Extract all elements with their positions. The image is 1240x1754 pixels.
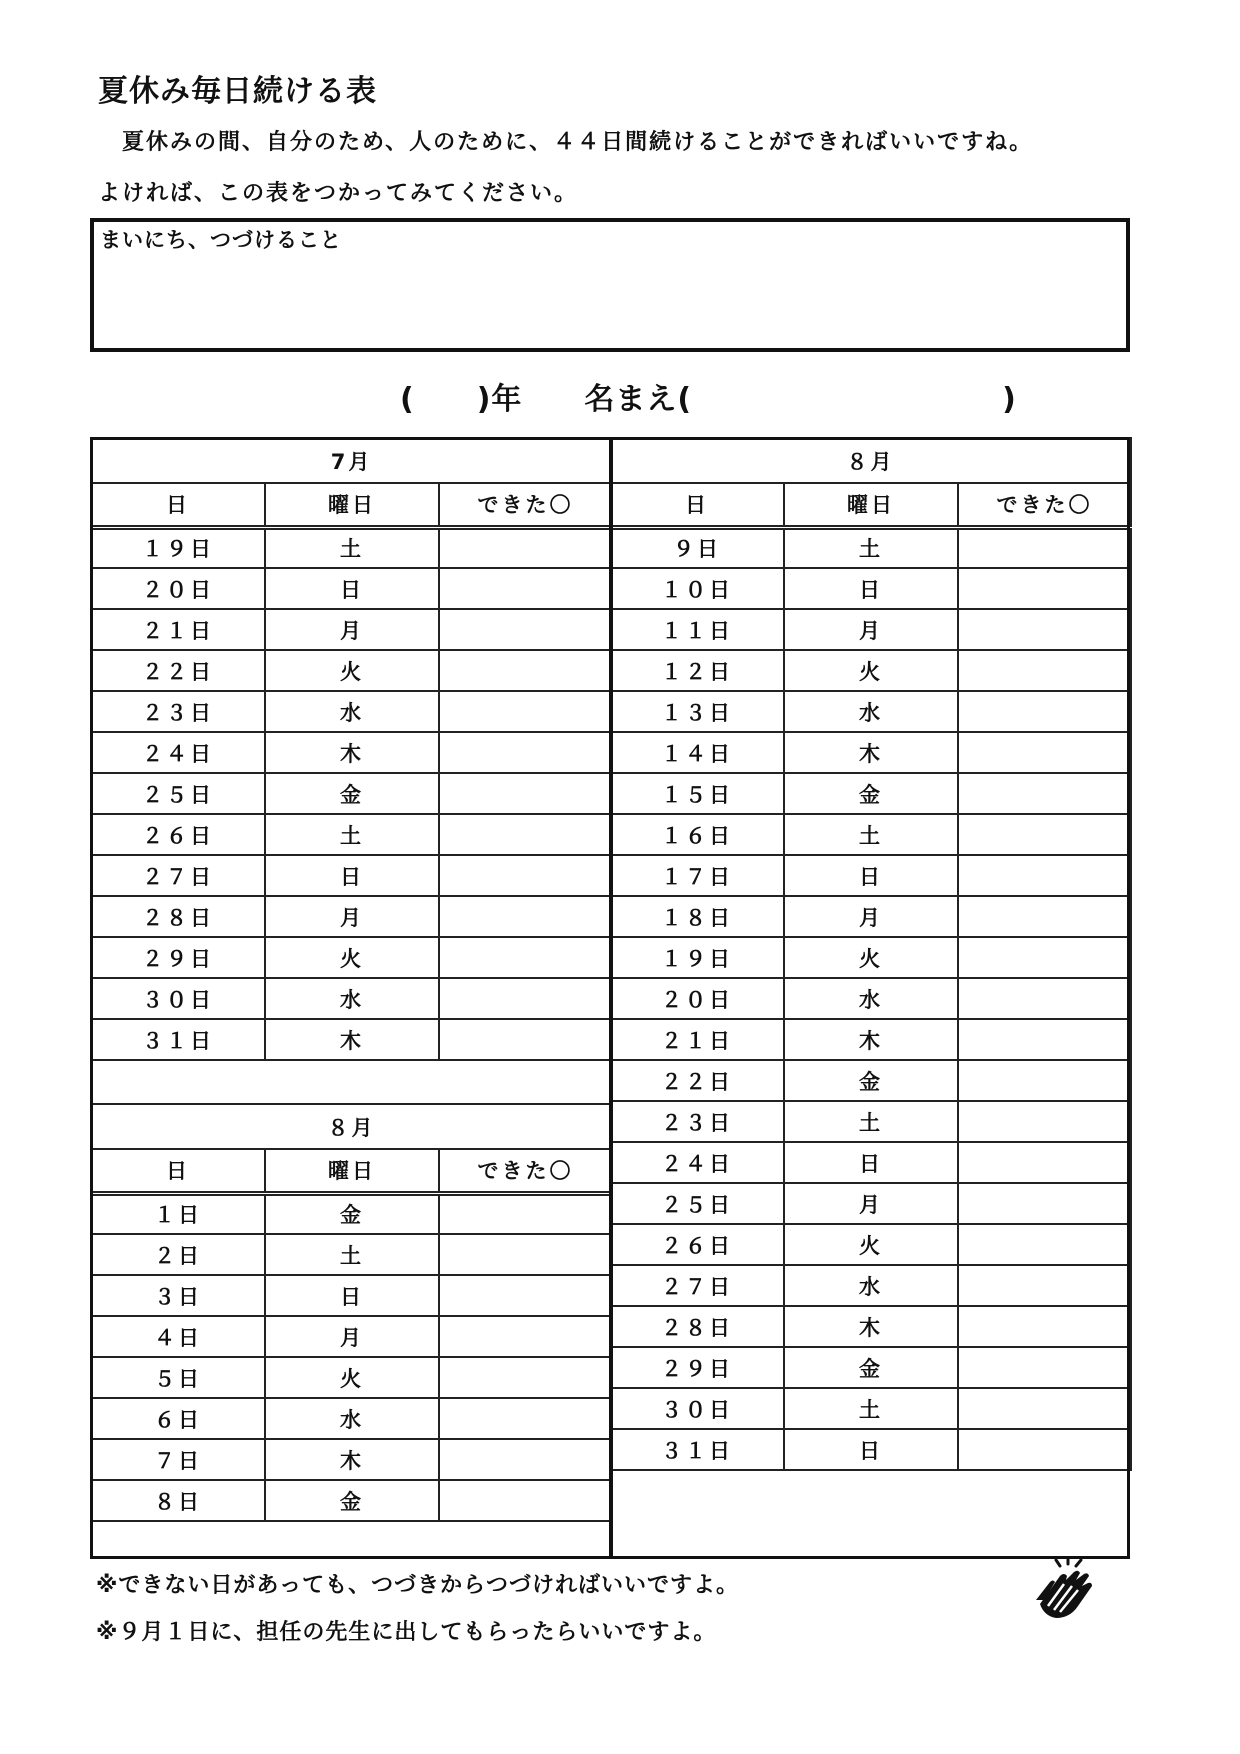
day-cell: ２１日 — [610, 1019, 784, 1060]
weekday-cell: 金 — [265, 773, 439, 814]
day-cell: １１日 — [610, 609, 784, 650]
weekday-cell: 木 — [784, 732, 958, 773]
col-header-weekday: 曜日 — [784, 483, 958, 527]
day-cell: １３日 — [610, 691, 784, 732]
weekday-cell: 火 — [784, 1224, 958, 1265]
col-header-done: できた〇 — [439, 1149, 612, 1193]
day-cell: １日 — [91, 1193, 265, 1234]
weekday-cell: 水 — [784, 978, 958, 1019]
weekday-cell: 木 — [784, 1019, 958, 1060]
weekday-cell: 日 — [784, 1429, 958, 1470]
day-cell: ９日 — [610, 527, 784, 568]
weekday-cell: 日 — [265, 1275, 439, 1316]
day-cell: ２８日 — [91, 896, 265, 937]
day-cell: ３０日 — [610, 1388, 784, 1429]
day-cell: ２５日 — [91, 773, 265, 814]
day-cell: ２０日 — [610, 978, 784, 1019]
col-header-done: できた〇 — [439, 483, 612, 527]
weekday-cell: 水 — [265, 978, 439, 1019]
day-cell: ８日 — [91, 1480, 265, 1521]
weekday-cell: 土 — [784, 1388, 958, 1429]
day-cell: １５日 — [610, 773, 784, 814]
weekday-cell: 金 — [784, 1347, 958, 1388]
weekday-cell: 金 — [784, 773, 958, 814]
weekday-cell: 水 — [265, 691, 439, 732]
day-cell: ２３日 — [610, 1101, 784, 1142]
weekday-cell: 土 — [265, 527, 439, 568]
day-cell: ３０日 — [91, 978, 265, 1019]
month-header-august-early: ８月 — [91, 1104, 612, 1149]
day-cell: ２６日 — [610, 1224, 784, 1265]
day-cell: ２４日 — [91, 732, 265, 773]
day-cell: ２６日 — [91, 814, 265, 855]
weekday-cell: 日 — [265, 855, 439, 896]
weekday-cell: 土 — [784, 1101, 958, 1142]
clapping-hands-icon — [1030, 1556, 1102, 1628]
intro-line-2: よければ、この表をつかってみてください。 — [98, 181, 579, 206]
weekday-cell: 土 — [784, 527, 958, 568]
day-cell: ２日 — [91, 1234, 265, 1275]
weekday-cell: 金 — [784, 1060, 958, 1101]
day-cell: ２２日 — [91, 650, 265, 691]
weekday-cell: 土 — [784, 814, 958, 855]
weekday-cell: 木 — [265, 1439, 439, 1480]
weekday-cell: 土 — [265, 1234, 439, 1275]
weekday-cell: 月 — [784, 609, 958, 650]
weekday-cell: 日 — [784, 568, 958, 609]
page-title: 夏休み毎日続ける表 — [98, 74, 377, 109]
goal-box[interactable] — [90, 218, 1130, 352]
day-cell: ４日 — [91, 1316, 265, 1357]
weekday-cell: 木 — [265, 732, 439, 773]
day-cell: ２２日 — [610, 1060, 784, 1101]
day-cell: １９日 — [610, 937, 784, 978]
note-2: ※９月１日に、担任の先生に出してもらったらいいですよ。 — [96, 1620, 717, 1645]
col-header-weekday: 曜日 — [265, 1149, 439, 1193]
day-cell: ２４日 — [610, 1142, 784, 1183]
weekday-cell: 水 — [265, 1398, 439, 1439]
day-cell: ２１日 — [91, 609, 265, 650]
day-cell: ２７日 — [610, 1265, 784, 1306]
day-cell: １９日 — [91, 527, 265, 568]
weekday-cell: 火 — [265, 650, 439, 691]
day-cell: ２０日 — [91, 568, 265, 609]
weekday-cell: 火 — [265, 937, 439, 978]
day-cell: ３日 — [91, 1275, 265, 1316]
day-cell: １０日 — [610, 568, 784, 609]
col-header-day: 日 — [91, 1149, 265, 1193]
day-cell: ３１日 — [610, 1429, 784, 1470]
day-cell: ２９日 — [91, 937, 265, 978]
day-cell: ３１日 — [91, 1019, 265, 1060]
day-cell: ７日 — [91, 1439, 265, 1480]
day-cell: ２８日 — [610, 1306, 784, 1347]
weekday-cell: 月 — [265, 1316, 439, 1357]
month-header-july: 7月 — [91, 438, 612, 483]
col-header-day: 日 — [610, 483, 784, 527]
weekday-cell: 日 — [784, 855, 958, 896]
day-cell: １６日 — [610, 814, 784, 855]
month-header-august-late: ８月 — [610, 438, 1131, 483]
weekday-cell: 日 — [784, 1142, 958, 1183]
weekday-cell: 水 — [784, 1265, 958, 1306]
col-header-done: できた〇 — [958, 483, 1131, 527]
col-header-weekday: 曜日 — [265, 483, 439, 527]
weekday-cell: 日 — [265, 568, 439, 609]
weekday-cell: 月 — [265, 896, 439, 937]
weekday-cell: 火 — [784, 937, 958, 978]
table-center-divider — [609, 437, 613, 1559]
weekday-cell: 木 — [265, 1019, 439, 1060]
day-cell: １２日 — [610, 650, 784, 691]
weekday-cell: 金 — [265, 1480, 439, 1521]
day-cell: ２９日 — [610, 1347, 784, 1388]
day-cell: ６日 — [91, 1398, 265, 1439]
weekday-cell: 金 — [265, 1193, 439, 1234]
intro-line-1: 夏休みの間、自分のため、人のために、４４日間続けることができればいいですね。 — [122, 130, 1034, 155]
weekday-cell: 月 — [784, 896, 958, 937]
day-cell: ５日 — [91, 1357, 265, 1398]
weekday-cell: 火 — [784, 650, 958, 691]
weekday-cell: 土 — [265, 814, 439, 855]
day-cell: ２５日 — [610, 1183, 784, 1224]
day-cell: １８日 — [610, 896, 784, 937]
weekday-cell: 水 — [784, 691, 958, 732]
weekday-cell: 月 — [265, 609, 439, 650]
day-cell: ２３日 — [91, 691, 265, 732]
day-cell: １４日 — [610, 732, 784, 773]
goal-label: まいにち、つづけること — [100, 228, 342, 252]
grade-name-line: ( )年 名まえ( ) — [400, 382, 1017, 417]
day-cell: ２７日 — [91, 855, 265, 896]
day-cell: １７日 — [610, 855, 784, 896]
weekday-cell: 月 — [784, 1183, 958, 1224]
weekday-cell: 木 — [784, 1306, 958, 1347]
col-header-day: 日 — [91, 483, 265, 527]
note-1: ※できない日があっても、つづきからつづければいいですよ。 — [96, 1573, 739, 1598]
weekday-cell: 火 — [265, 1357, 439, 1398]
